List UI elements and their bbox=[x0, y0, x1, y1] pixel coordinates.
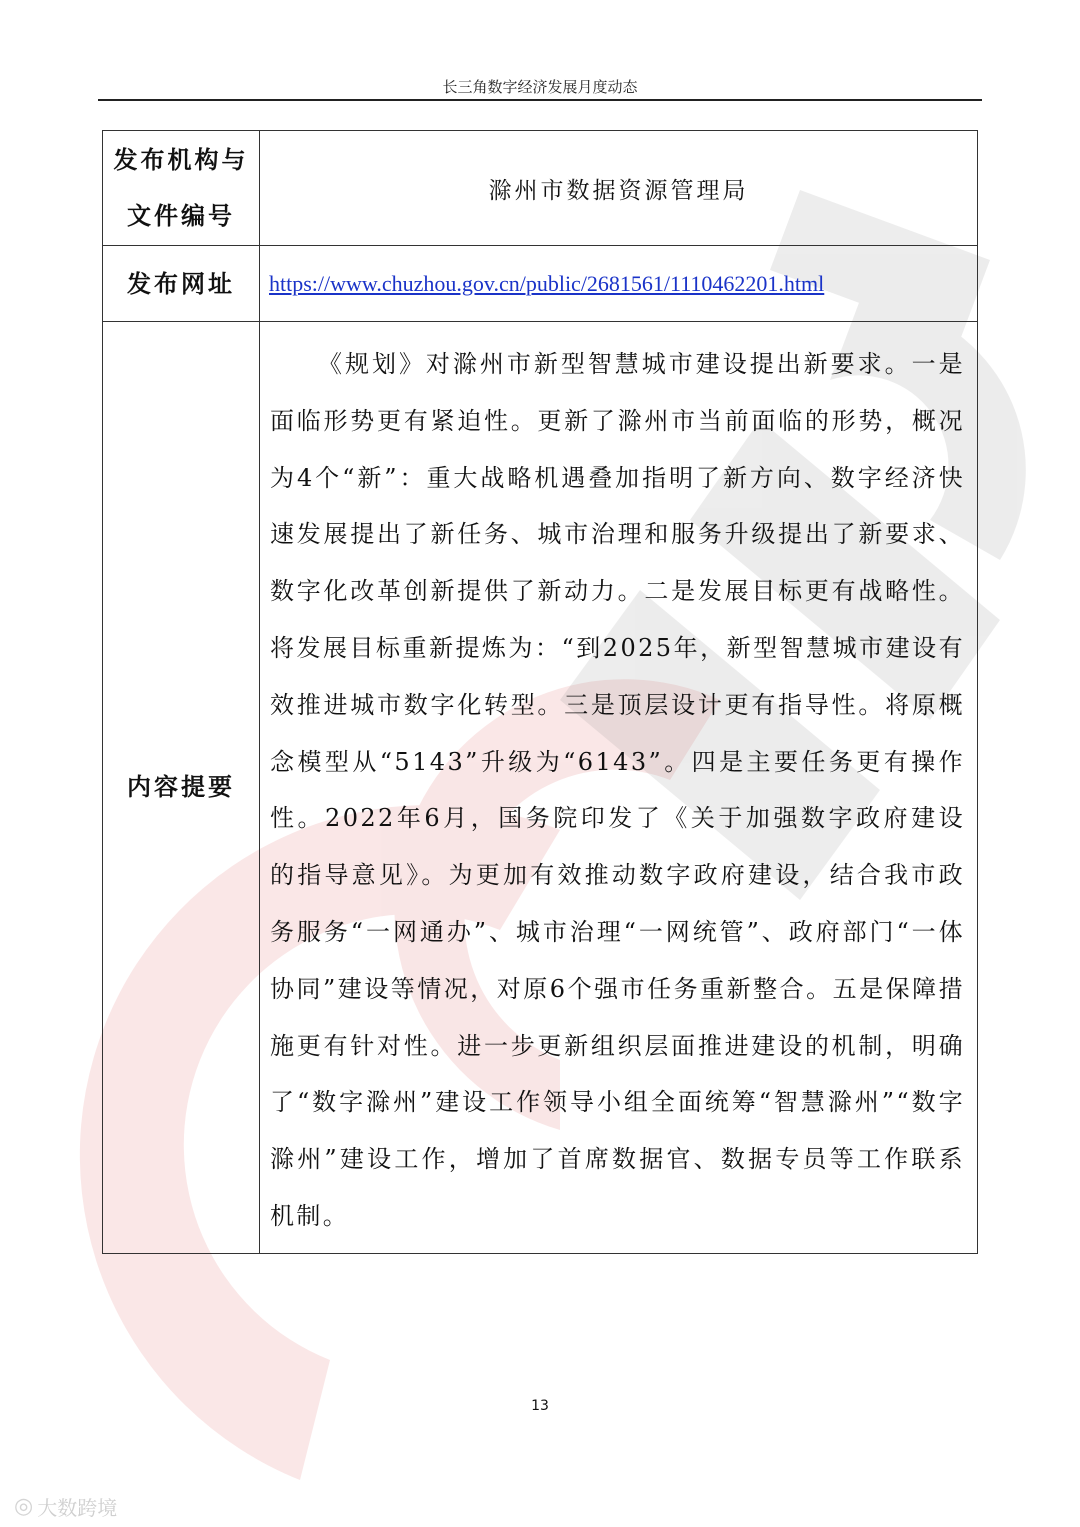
footer-logo bbox=[14, 1492, 117, 1521]
row-label-publisher bbox=[103, 131, 260, 246]
row-label-summary: 内容提要 bbox=[103, 322, 260, 1254]
page-number: 13 bbox=[531, 1398, 549, 1414]
label-line: 发布机构与 bbox=[113, 146, 249, 174]
table-row bbox=[103, 322, 978, 1254]
footer-logo-text: 大数跨境 bbox=[37, 1496, 118, 1520]
publication-link[interactable]: https://www.chuzhou.gov.cn/public/2681561/1110462201.html bbox=[269, 270, 825, 296]
table-row bbox=[103, 131, 978, 246]
publisher-value: 滁州市数据资源管理局 bbox=[260, 131, 978, 246]
url-cell bbox=[260, 246, 978, 322]
summary-cell bbox=[260, 322, 978, 1254]
header-divider bbox=[98, 99, 982, 101]
page-header-title: 长三角数字经济发展月度动态 bbox=[442, 78, 638, 96]
summary-text: 《规划》对滁州市新型智慧城市建设提出新要求。一是面临形势更有紧迫性。更新了滁州市当前面临的形势，概况为4个“新”：重大战略机遇叠加指明了新方向、数字经济快速发展提出了新任务、城市治理和服务升级提出了新要求、数字化改革创新提供了新动力。二是发展目标更有战略性。将发展目标重新提炼为：“到2025年，新型智慧城市建设有效推进城市数字化转型。三是顶层设计更有指导性。将原概念模型从“5143”升级为“6143”。四是主要任务更有操作性。2022年6月，国务院印发了《关于加强数字政府建设的指导意见》。为更加有效推动数字政府建设，结合我市政务服务“一网通办”、城市治理“一网统管”、政府部门“一体协同”建设等情况，对原6个强市任务重新整合。五是保障措施更有针对性。进一步更新组织层面推进建设的机制，明确了“数字滁州”建设工作领导小组全面统筹“智慧滁州”“数字滁州”建设工作，增加了首席数据官、数据专员等工作联系机制。 bbox=[270, 350, 965, 1230]
weibo-logo-icon: ◎ bbox=[14, 1494, 34, 1519]
label-line: 文件编号 bbox=[127, 202, 235, 230]
info-table bbox=[102, 130, 978, 1254]
row-label-url: 发布网址 bbox=[103, 246, 260, 322]
table-row bbox=[103, 246, 978, 322]
